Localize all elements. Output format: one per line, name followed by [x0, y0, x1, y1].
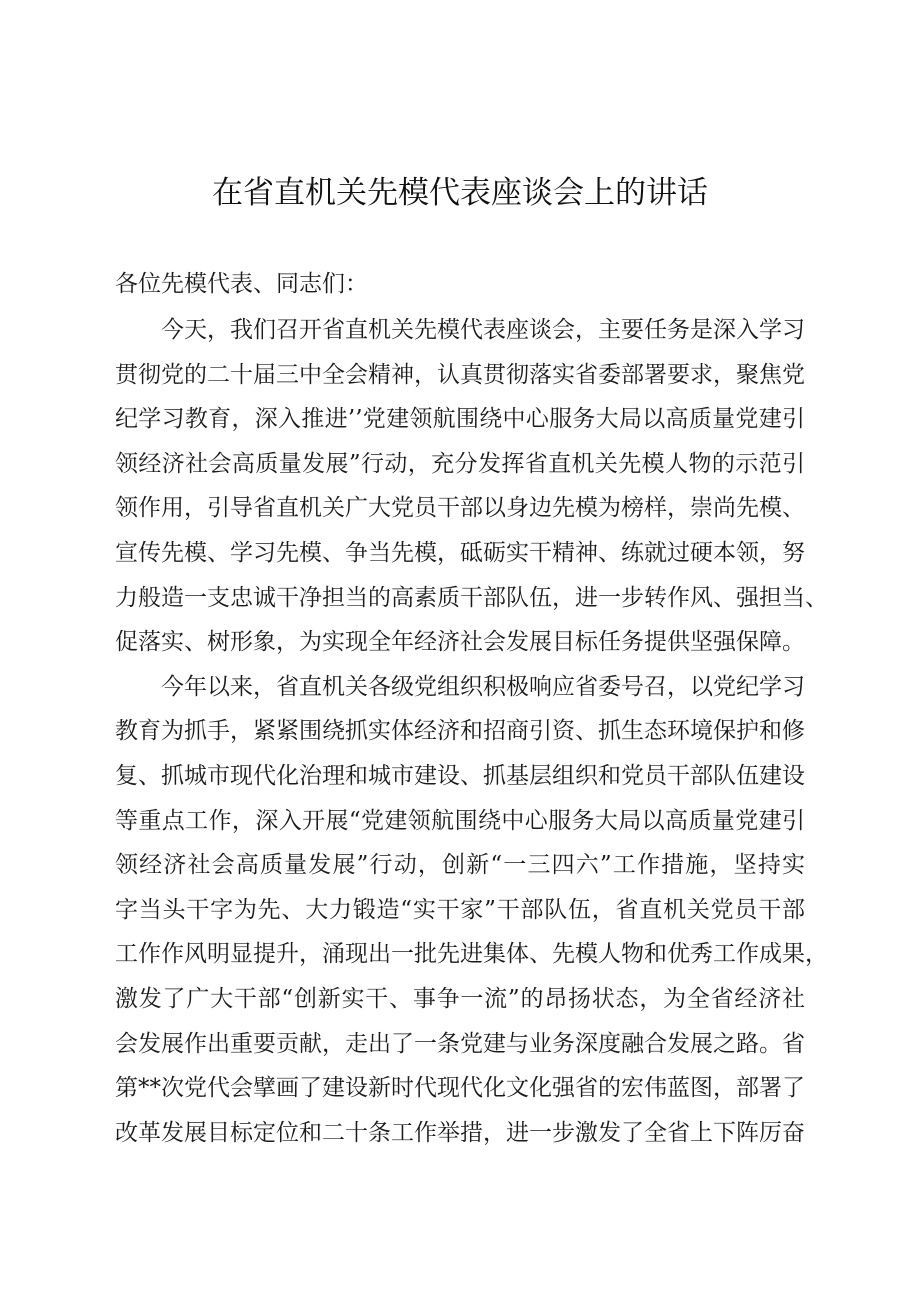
text-line: 工作作风明显提升，涌现出一批先进集体、先模人物和优秀工作成果， — [115, 941, 828, 968]
text-line: 今年以来，省直机关各级党组织积极响应省委号召，以党纪学习 — [161, 673, 805, 700]
document-body — [115, 308, 828, 1155]
text-line: 领经济社会高质量发展”行动，创新“一三四六”工作措施，坚持实 — [115, 852, 805, 879]
text-line: 宣传先模、学习先模、争当先模，砥砺实干精神、练就过硬本领，努 — [115, 539, 805, 566]
paragraph — [115, 665, 828, 1156]
text-line: 力般造一支忠诚干净担当的高素质干部队伍，进一步转作风、强担当、 — [115, 584, 828, 611]
paragraph — [115, 308, 828, 665]
salutation: 各位先模代表、同志们： — [115, 271, 368, 297]
text-line: 领作用，引导省直机关广大党员干部以身边先模为榜样，崇尚先模、 — [115, 495, 805, 522]
text-line: 纪学习教育，深入推进’’党建领航围绕中心服务大局以高质量党建引 — [115, 406, 805, 433]
text-line: 贯彻党的二十届三中全会精神，认真贯彻落实省委部署要求，聚焦党 — [115, 361, 805, 388]
text-line: 字当头干字为先、大力锻造“实干家”干部队伍，省直机关党员干部 — [115, 896, 805, 923]
text-line: 改革发展目标定位和二十条工作举措，进一步激发了全省上下阵厉奋 — [115, 1119, 805, 1146]
text-line: 等重点工作，深入开展“党建领航围绕中心服务大局以高质量党建引 — [115, 807, 805, 834]
text-line: 教育为抓手，紧紧围绕抓实体经济和招商引资、抓生态环境保护和修 — [115, 718, 805, 745]
text-line: 第**次党代会擘画了建设新时代现代化文化强省的宏伟蓝图，部署了 — [115, 1075, 805, 1102]
text-line: 会发展作出重要贡献，走出了一条党建与业务深度融合发展之路。省 — [115, 1030, 805, 1057]
text-line: 激发了广大干部“创新实干、事争一流”的昂扬状态，为全省经济社 — [115, 985, 805, 1012]
text-line: 促落实、树形象，为实现全年经济社会发展目标任务提供坚强保障。 — [115, 629, 805, 656]
text-line: 今天，我们召开省直机关先模代表座谈会，主要任务是深入学习 — [161, 317, 805, 343]
text-line: 复、抓城市现代化治理和城市建设、抓基层组织和党员干部队伍建设 — [115, 762, 805, 789]
document-title: 在省直机关先模代表座谈会上的讲话 — [212, 175, 708, 211]
text-line: 领经济社会高质量发展”行动，充分发挥省直机关先模人物的示范引 — [115, 450, 805, 477]
